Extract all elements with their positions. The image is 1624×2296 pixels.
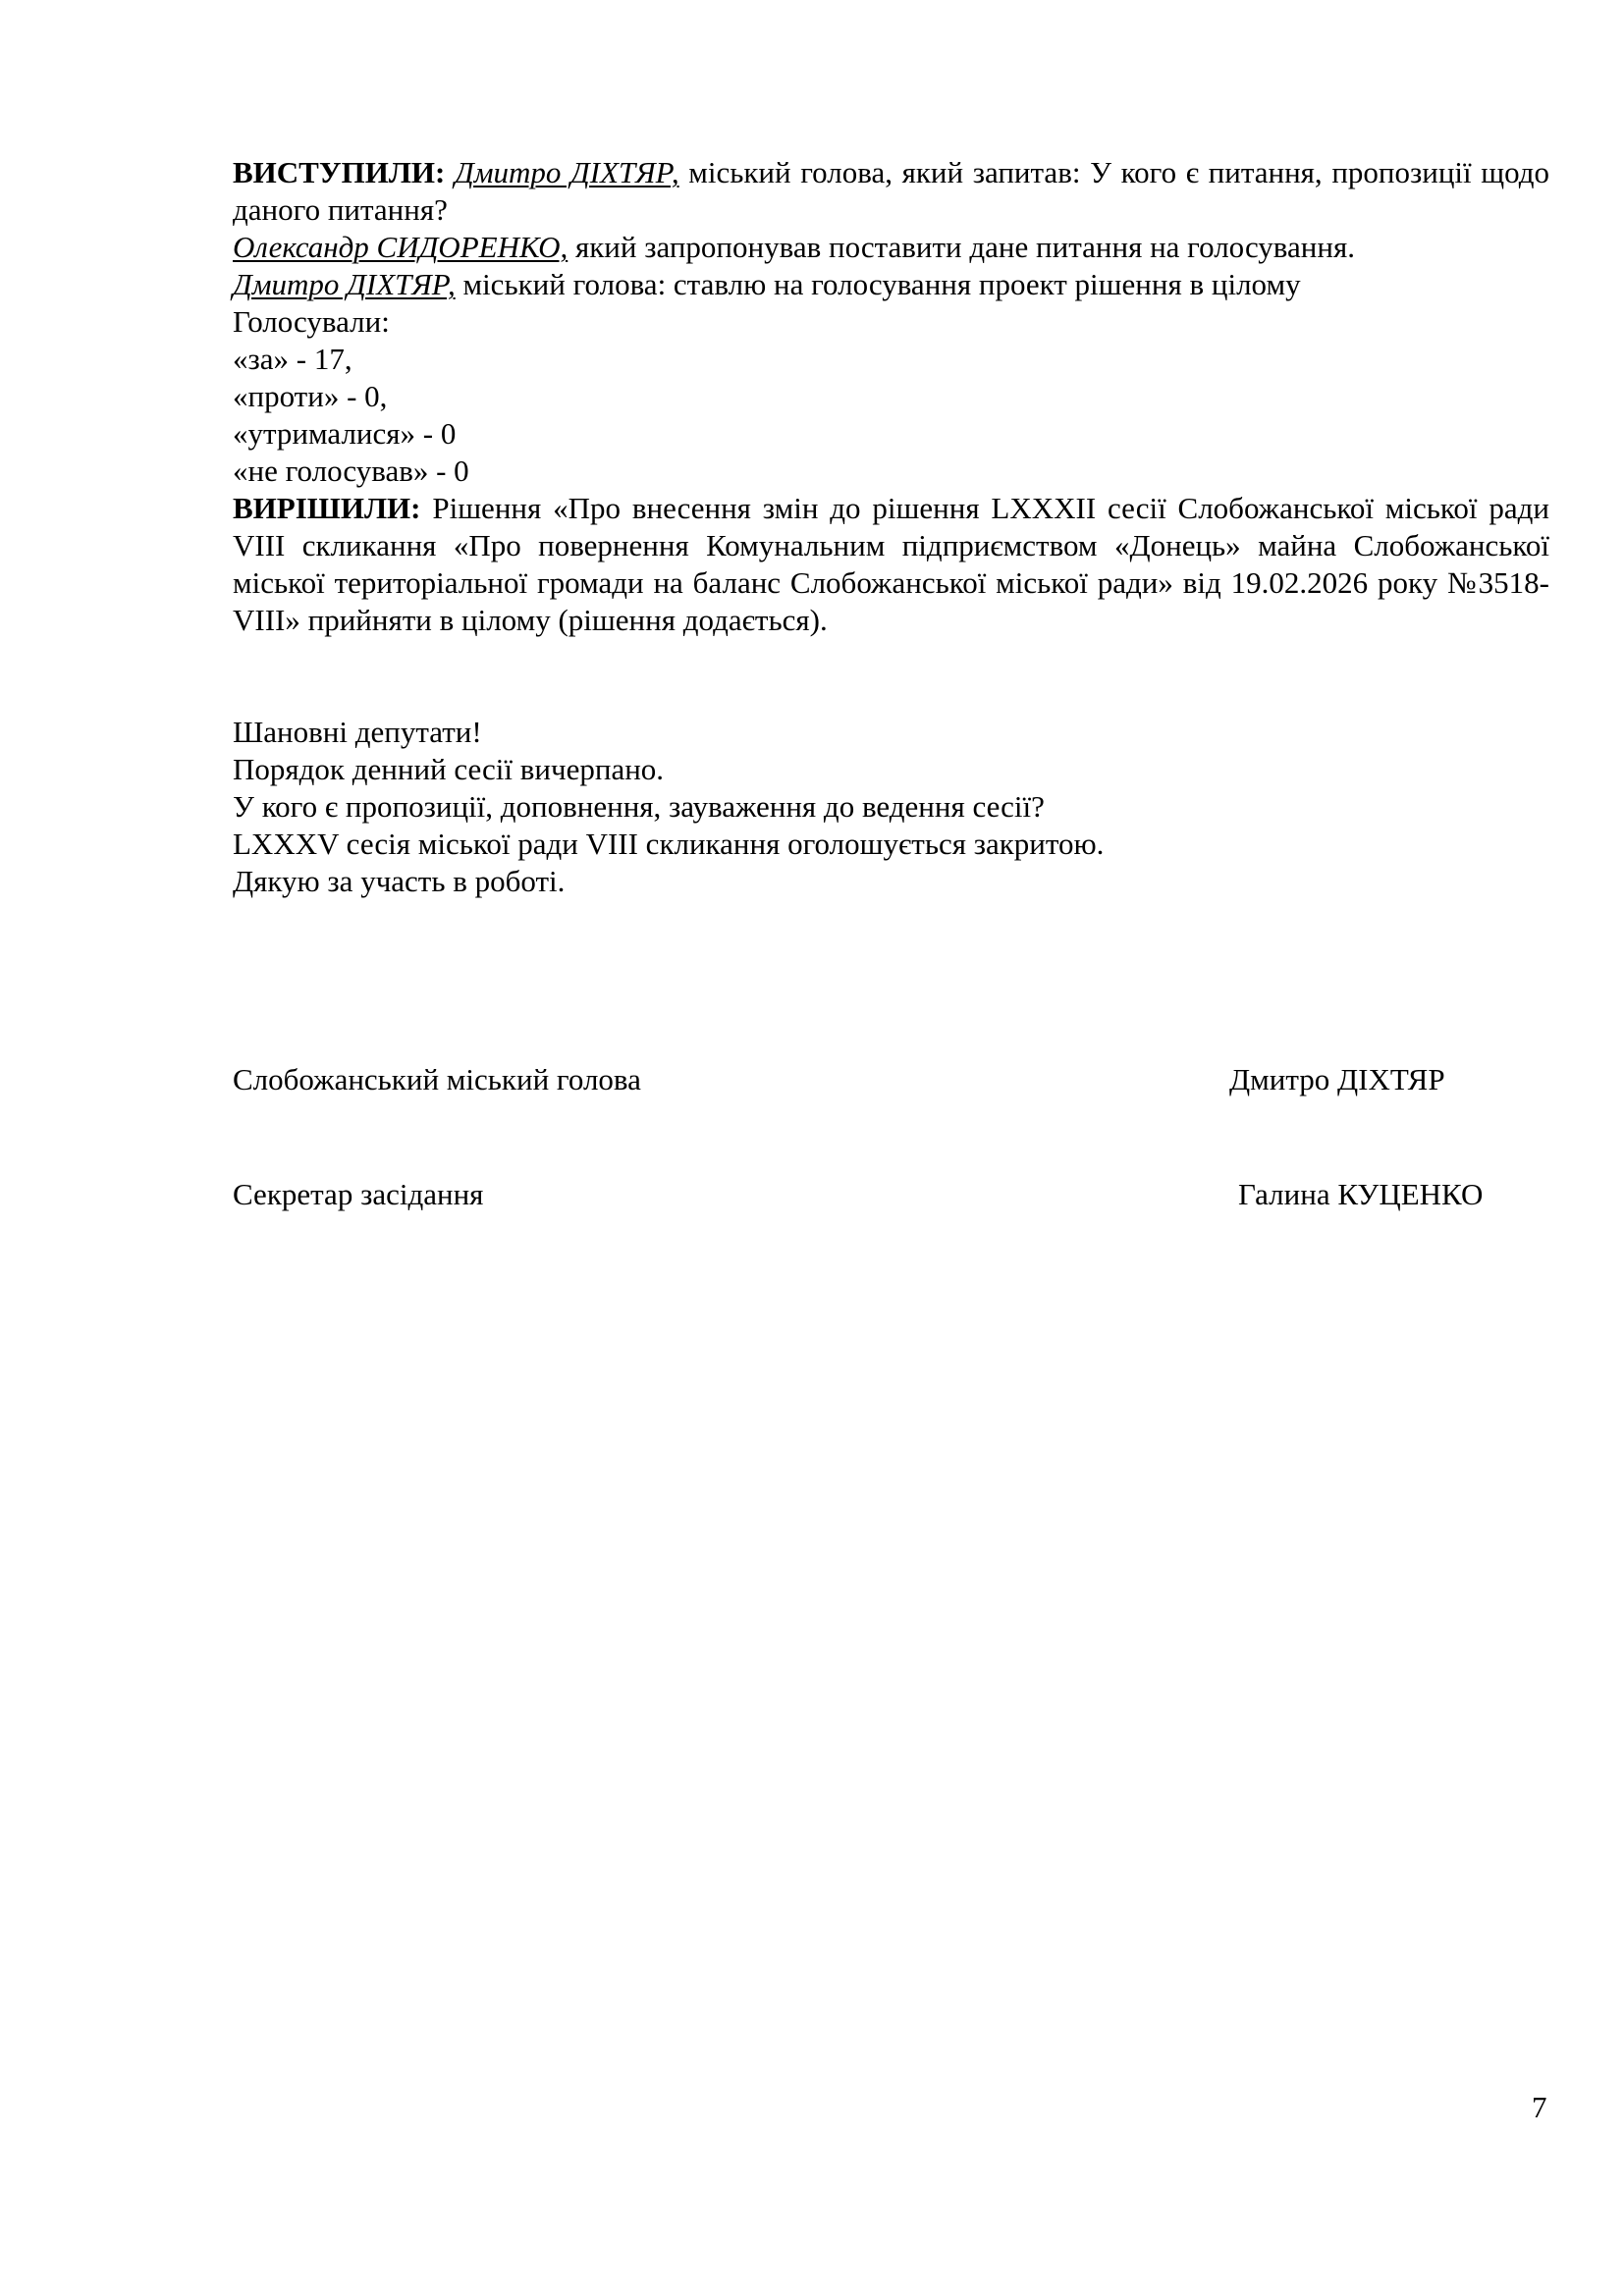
spacer bbox=[233, 639, 1549, 714]
discussion-label: ВИСТУПИЛИ: bbox=[233, 155, 446, 189]
mayor-name: Дмитро ДІХТЯР bbox=[1229, 1062, 1445, 1096]
speaker-mayor: Дмитро ДІХТЯР, bbox=[455, 155, 679, 189]
speaker-mayor-second-text: міський голова: ставлю на голосування проект рішення в цілому bbox=[455, 267, 1301, 301]
speaker-sydorenko: Олександр СИДОРЕНКО, bbox=[233, 230, 568, 264]
speaker-mayor-second: Дмитро ДІХТЯР, bbox=[233, 267, 456, 301]
decision-paragraph bbox=[233, 490, 1549, 639]
vote-for: «за» - 17, bbox=[233, 342, 352, 376]
speaker3-line bbox=[233, 266, 1549, 303]
mayor-title: Слобожанський міський голова bbox=[233, 1062, 641, 1096]
signature-secretary bbox=[233, 1176, 1549, 1215]
closing-line-5: Дякую за участь в роботі. bbox=[233, 864, 566, 898]
document-body bbox=[233, 154, 1549, 900]
decision-text: Рішення «Про внесення змін до рішення LXXXII сесії Слобожанської міської ради VIII скликання «Про повернення Комунальним підприємством «Донець» майна Слобожанської міської територіальної громади на баланс Слобожанської міської ради» від 19.02.2026 року №3518- VIII» прийняти в цілому (рішення додається). bbox=[233, 491, 1549, 637]
decision-label: ВИРІШИЛИ: bbox=[233, 491, 421, 525]
vote-abstained: «утрималися» - 0 bbox=[233, 416, 457, 451]
closing-line-3: У кого є пропозиції, доповнення, зауваження до ведення сесії? bbox=[233, 789, 1045, 824]
discussion-paragraph bbox=[233, 154, 1549, 229]
secretary-name: Галина КУЦЕНКО bbox=[1238, 1177, 1484, 1211]
speaker2-line bbox=[233, 229, 1549, 266]
speaker-mayor-text: міський голова, який запитав: У кого є питання, пропозиції щодо даного питання? bbox=[233, 155, 1550, 227]
voting-header: Голосували: bbox=[233, 304, 390, 339]
closing-line-2: Порядок денний сесії вичерпано. bbox=[233, 752, 665, 786]
closing-line-1: Шановні депутати! bbox=[233, 715, 482, 749]
closing-line-4: LXXXV сесія міської ради VIII скликання оголошується закритою. bbox=[233, 827, 1105, 861]
secretary-title: Секретар засідання bbox=[233, 1177, 484, 1211]
speaker-sydorenko-text: який запропонував поставити дане питання на голосування. bbox=[568, 230, 1355, 264]
page-number: 7 bbox=[1532, 2090, 1547, 2124]
signature-mayor bbox=[233, 1061, 1549, 1100]
vote-against: «проти» - 0, bbox=[233, 379, 388, 413]
vote-not-voted: «не голосував» - 0 bbox=[233, 454, 469, 488]
